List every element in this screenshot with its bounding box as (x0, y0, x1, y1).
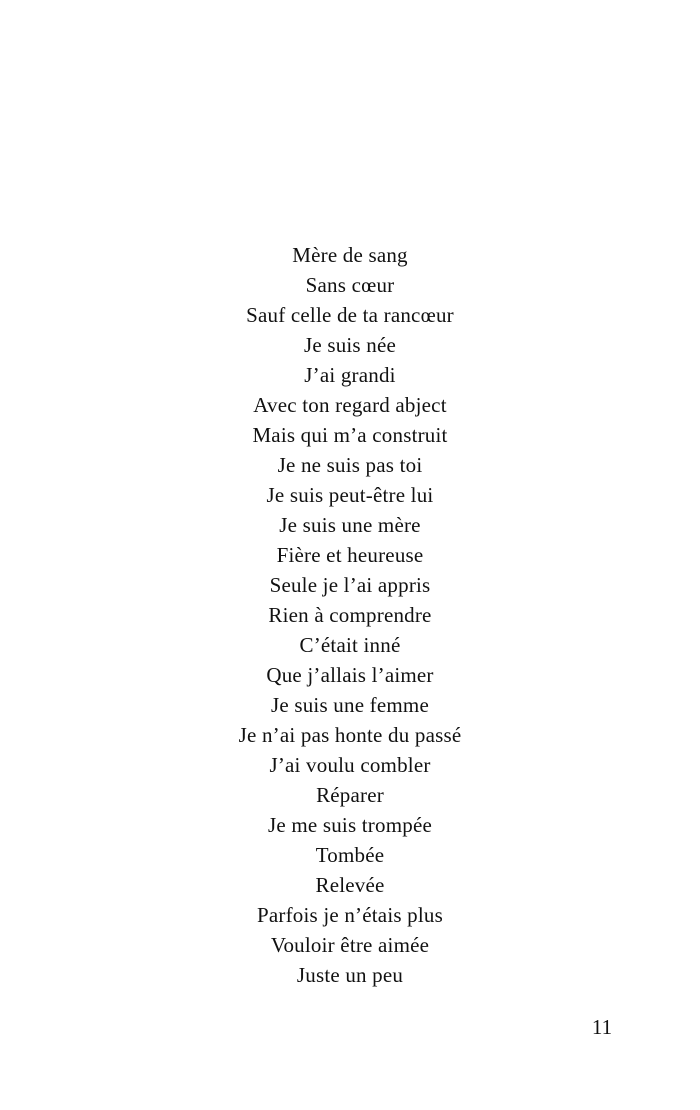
poem-line: Rien à comprendre (268, 603, 432, 627)
poem-line: Que j’allais l’aimer (266, 663, 434, 687)
poem-line: Parfois je n’étais plus (257, 903, 443, 927)
poem-line: Tombée (315, 843, 385, 867)
poem-line: Juste un peu (296, 963, 404, 987)
poem-line: Fière et heureuse (276, 543, 424, 567)
poem-line: Mère de sang (292, 243, 408, 267)
poem-line: Je suis née (303, 333, 396, 357)
poem-line: Seule je l’ai appris (269, 573, 431, 597)
poem-line: Mais qui m’a construit (252, 423, 448, 447)
poem-line: Je me suis trompée (268, 813, 432, 837)
poem-line: Je suis peut-être lui (266, 483, 434, 507)
poem-line: Vouloir être aimée (270, 933, 430, 957)
poem-line: Sans cœur (305, 273, 395, 297)
poem-line: Je suis une femme (271, 693, 429, 717)
poem-line: J’ai voulu combler (269, 753, 431, 777)
page-number: 11 (591, 1015, 613, 1039)
poem-line: C’était inné (299, 633, 401, 657)
poem-line: Je n’ai pas honte du passé (238, 723, 462, 747)
poem-line: Relevée (315, 873, 385, 897)
poem-line: Réparer (316, 783, 384, 807)
poem-line: Je suis une mère (279, 513, 421, 537)
poem-line: Je ne suis pas toi (277, 453, 423, 477)
poem-line: Avec ton regard abject (253, 393, 447, 417)
poem-line: Sauf celle de ta rancœur (246, 303, 454, 327)
poem-line: J’ai grandi (304, 363, 396, 387)
poem (0, 240, 700, 990)
